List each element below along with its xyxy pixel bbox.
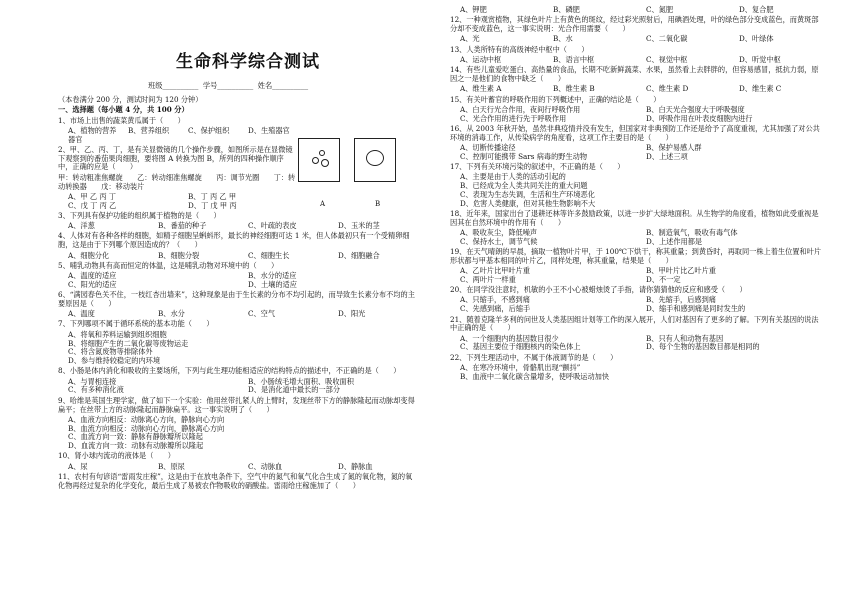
- answer-option[interactable]: D、生殖器官: [248, 125, 290, 135]
- question-text: 18、近年来，国家出台了退耕还林等许多鼓励政策，以进一步扩大绿地面积。从生物学的角度看，植物如此受重视是因其在自然环境中的作用有（ ）: [450, 208, 819, 227]
- answer-option[interactable]: C、有多种消化液: [68, 385, 124, 395]
- answer-option[interactable]: C、戊 丁 丙 乙: [68, 200, 117, 210]
- answer-option[interactable]: A、血液方向相反：动脉离心方向，静脉向心方向: [68, 414, 225, 424]
- question-text: 1、市场上出售的蔬菜黄瓜属于（ ）: [58, 115, 185, 125]
- answer-option[interactable]: A、温度: [68, 309, 95, 319]
- answer-option[interactable]: D、缩手和感到痛是同时发生的: [646, 304, 746, 314]
- answer-option[interactable]: C、两叶片一样重: [460, 274, 516, 284]
- student-info-line: 班级__________ 学号__________ 姓名__________: [148, 81, 309, 90]
- answer-option[interactable]: C、控制可能携带 Sars 病毒的野生动物: [460, 151, 588, 161]
- answer-option[interactable]: A、吸收灰尘，降低噪声: [460, 227, 538, 237]
- answer-option[interactable]: B、制造氧气，吸收有毒气体: [646, 227, 738, 237]
- answer-option[interactable]: D、土壤的适应: [248, 279, 297, 289]
- answer-option[interactable]: D、阳光: [338, 309, 366, 319]
- question-text: 4、人体对有各种各样的细胞，如精子细胞呈蝌蚪形，最长的神经细胞可达 1 米，但人体最初只有一个受精卵细胞，这是由于下列哪个原因造成的？（ ）: [58, 231, 410, 250]
- answer-options: [450, 85, 822, 94]
- answer-option[interactable]: A、光: [460, 34, 480, 44]
- answer-option[interactable]: B、水分的适应: [248, 271, 297, 281]
- answer-options: [450, 267, 822, 285]
- answer-option[interactable]: A、尿: [68, 461, 88, 471]
- answer-options: [450, 35, 822, 44]
- answer-option[interactable]: A、主要是由于人类的活动引起的: [460, 172, 566, 182]
- question-text: 11、农村有句谚语“雷雨发庄稼”，这是由于在放电条件下，空气中的氮气和氧气化合生成了氮的氧化物，氮的氧化物再经过复杂的化学变化，最后生成了易被农作物吸收的硝酸盐。雷雨给庄稼施加了（ ）: [58, 471, 413, 490]
- answer-option[interactable]: D、静脉血: [338, 461, 373, 471]
- answer-option[interactable]: A、植物的营养器官: [68, 125, 117, 144]
- question-item: [58, 397, 418, 451]
- answer-option[interactable]: B、白天光合强度大于呼吸强度: [646, 104, 745, 114]
- answer-option[interactable]: D、是消化道中最长的一部分: [248, 385, 341, 395]
- answer-options: [450, 229, 822, 247]
- answer-option[interactable]: B、水分: [158, 309, 185, 319]
- answer-options: [58, 222, 418, 231]
- answer-option[interactable]: A、一个细胞内的基因数目很少: [460, 333, 559, 343]
- answer-option[interactable]: B、血液中二氧化碳含量增多，使呼吸运动加快: [460, 371, 610, 381]
- answer-option[interactable]: B、细胞分裂: [158, 250, 200, 260]
- answer-option[interactable]: D、细胞融合: [338, 250, 380, 260]
- answer-option[interactable]: A、洋葱: [68, 221, 95, 231]
- question-item: [450, 66, 822, 94]
- answer-option[interactable]: B、只有人和动物有基因: [646, 333, 724, 343]
- question-text: 19、在天气晴朗的早晨，摘取一植物叶片甲，于 100℃下烘干，称其重量；到黄昏时，再取同一株上着生位置和叶片形状都与甲基本相同的叶片乙，同样处理，称其重量，结果是（ ）: [450, 247, 822, 265]
- answer-option[interactable]: B、小肠绒毛增大面积、吸收面积: [248, 376, 354, 386]
- answer-option[interactable]: B、维生素 B: [553, 84, 595, 94]
- answer-option[interactable]: A、运动中枢: [460, 54, 502, 64]
- answer-options: [58, 378, 418, 396]
- question-item: [450, 286, 822, 314]
- question-item: [450, 354, 822, 382]
- answer-options: [450, 335, 822, 353]
- answer-option[interactable]: B、先缩手，后感到痛: [646, 295, 716, 305]
- question-text: 12、一种观赏植物，其绿色叶片上有黄色的斑纹，经过彩光照射后，用碘酒处理，叶的绿色部分变成蓝色，而黄斑部分却不变成蓝色，这一事实说明：光合作用需要（ ）: [450, 15, 819, 34]
- answer-option[interactable]: C、将含氮废物等排除体外: [68, 347, 153, 357]
- question-item: [58, 291, 418, 319]
- question-text: 16、从 2003 年秋开始，虽然非典疫情并没有发生，但国家对非典预防工作还是给予了高度重视，尤其加强了对公共环境的消毒工作，从传染病学的角度看，这项工作主要目的是（ ）: [450, 123, 820, 142]
- question-text: 2、甲、乙、丙、丁，是有关显微镜的几个操作步骤，如图所示是在显微镜下观察到的番茄果肉细胞，要将图 A 转换为图 B，所列的四种操作顺序中，正确的应是（ ）: [58, 144, 293, 172]
- question-text: 5、哺乳动物具有高而恒定的体温，这是哺乳动物对环境中的（ ）: [58, 260, 279, 270]
- figure-label-a: A: [320, 200, 326, 208]
- figure-label-b: B: [375, 200, 381, 208]
- answer-option[interactable]: A、只缩手，不感到痛: [460, 295, 530, 305]
- question-item: [450, 163, 822, 208]
- answer-option[interactable]: D、每个生物的基因数目都是相同的: [646, 342, 760, 352]
- answer-option[interactable]: C、基因主要位于细胞核内的染色体上: [460, 342, 581, 352]
- answer-option[interactable]: D、叶绿体: [739, 34, 774, 44]
- answer-options: [450, 56, 822, 65]
- answer-option[interactable]: A、乙叶片比甲叶片重: [460, 266, 530, 276]
- question-item: [58, 212, 418, 231]
- answer-option[interactable]: D、呼吸作用在叶表皮细胞内进行: [646, 113, 753, 123]
- cell-dot: [319, 150, 325, 156]
- question-text: 7、下列哪项不属于循环系统的基本功能（ ）: [58, 319, 214, 329]
- answer-option[interactable]: A、与胃相连接: [68, 376, 117, 386]
- question-item: [450, 16, 822, 44]
- question-text: 8、小肠是体内消化和吸收的主要场所，下列与此生理功能相适应的结构特点的描述中，不正确的是（ ）: [58, 366, 401, 376]
- answer-option[interactable]: D、危害人类健康，但对其他生物影响不大: [460, 198, 596, 208]
- question-text: 14、有些儿童爱吃蛋白、高热量的食品，长期不吃新鲜蔬菜、水果，虽然看上去胖胖的，但容易感冒，抵抗力弱，原因之一是他们的食物中缺乏（ ）: [450, 65, 819, 83]
- question-text: 13、人类所特有的高级神经中枢中（ ）: [450, 44, 589, 54]
- answer-option[interactable]: D、玉米的茎: [338, 221, 380, 231]
- answer-options: [450, 296, 822, 314]
- answer-option[interactable]: B、水: [553, 34, 573, 44]
- answer-option[interactable]: C、细胞生长: [248, 250, 290, 260]
- answer-option[interactable]: C、保持水土，调节气候: [460, 236, 538, 246]
- question-text: 6、“满园春色关不住，一枝红杏出墙来”，这种现象是由于生长素的分布不均引起的，而导致生长素分布不均的主要原因是（ ）: [58, 290, 415, 308]
- right-questions: [450, 6, 822, 381]
- answer-options: [450, 144, 822, 162]
- answer-option[interactable]: B、原尿: [158, 461, 185, 471]
- question-item: [450, 6, 822, 15]
- answer-option[interactable]: B、丁 丙 乙 甲: [188, 191, 237, 201]
- question-item: [58, 232, 418, 260]
- answer-option[interactable]: D、参与维持较稳定的内环境: [68, 356, 161, 366]
- answer-option[interactable]: D、维生素 C: [739, 84, 782, 94]
- answer-option[interactable]: D、丁 戊 甲 丙: [188, 200, 237, 210]
- question-item: [58, 320, 418, 365]
- answer-option[interactable]: C、叶疏的表皮: [248, 221, 297, 231]
- question-item: [450, 316, 822, 353]
- answer-option[interactable]: C、表现为生态失调，生活和生产环境恶化: [460, 189, 595, 199]
- answer-option[interactable]: D、听觉中枢: [739, 54, 781, 64]
- answer-options: [58, 310, 418, 319]
- answer-option[interactable]: B、番茄的种子: [158, 221, 207, 231]
- answer-option[interactable]: C、视觉中枢: [646, 54, 688, 64]
- answer-option[interactable]: A、在寒冷环境中，骨骼肌出现“颤抖”: [460, 362, 581, 372]
- answer-option[interactable]: C、光合作用的进行先于呼吸作用: [460, 113, 567, 123]
- question-text: 15、有关叶蓄官的呼吸作用的下列概述中，正确的结论是（ ）: [450, 94, 661, 104]
- answer-option[interactable]: C、氮肥: [646, 5, 674, 14]
- question-item: [58, 262, 418, 290]
- figure-a-box: [298, 138, 340, 182]
- microscope-figure: [298, 138, 418, 208]
- question-item: [58, 452, 418, 471]
- answer-option[interactable]: B、已经成为全人类共同关注的重大问题: [460, 181, 588, 191]
- answer-option[interactable]: B、将细胞产生的二氧化碳等废物运走: [68, 338, 189, 348]
- answer-options: [58, 416, 418, 451]
- answer-options: [58, 193, 298, 211]
- answer-option[interactable]: B、语言中枢: [553, 54, 595, 64]
- question-text: 17、下列有关环境污染的叙述中，不正确的是（ ）: [450, 162, 625, 171]
- question-item: [450, 125, 822, 162]
- answer-options: [450, 364, 822, 382]
- exam-note: （本卷满分 200 分，测试时间为 120 分钟）: [58, 95, 203, 104]
- cell-dot: [321, 159, 329, 167]
- answer-option[interactable]: A、将氧和养料运输到组织细胞: [68, 329, 167, 339]
- answer-option[interactable]: B、保护易感人群: [646, 142, 702, 152]
- answer-option[interactable]: A、温度的适应: [68, 271, 117, 281]
- answer-option[interactable]: C、先感到痛，后缩手: [460, 304, 531, 314]
- answer-option[interactable]: A、细胞分化: [68, 250, 110, 260]
- answer-options: [450, 106, 822, 124]
- answer-option[interactable]: A、维生素 A: [460, 84, 502, 94]
- answer-options: [58, 252, 418, 261]
- answer-option[interactable]: D、复合肥: [739, 5, 774, 14]
- answer-option[interactable]: C、二氧化碳: [646, 34, 688, 44]
- question-item: [58, 367, 418, 395]
- section-heading: 一、选择题（每小题 4 分，共 100 分）: [58, 105, 189, 115]
- answer-option[interactable]: C、动脉血: [248, 461, 283, 471]
- question-item: [450, 210, 822, 247]
- question-item: [450, 248, 822, 285]
- question-item: [450, 46, 822, 65]
- answer-options: [58, 127, 298, 145]
- answer-option[interactable]: C、保护组织: [188, 125, 230, 135]
- page-title: 生命科学综合测试: [176, 52, 320, 72]
- right-column: [450, 6, 822, 383]
- answer-option[interactable]: C、空气: [248, 309, 276, 319]
- answer-option[interactable]: D、上述三项: [646, 151, 688, 161]
- answer-option[interactable]: A、甲 乙 丙 丁: [68, 191, 116, 201]
- answer-option[interactable]: A、白天行光合作用，夜间行呼吸作用: [460, 104, 581, 114]
- answer-option[interactable]: B、甲叶片比乙叶片重: [646, 266, 716, 276]
- answer-option[interactable]: C、阳光的适应: [68, 279, 117, 289]
- answer-options: [58, 272, 418, 290]
- answer-option[interactable]: B、营养组织: [128, 125, 170, 135]
- answer-option[interactable]: D、血流方向一致：动脉有动脉瓣所以隆起: [68, 441, 204, 451]
- question-text: 21、随着克隆羊多利的问世及人类基因组计划等工作的深入展开，人们对基因有了更多的了解。下列有关基因的说法中正确的是（ ）: [450, 314, 819, 333]
- answer-option[interactable]: B、磷肥: [553, 5, 580, 14]
- answer-option[interactable]: A、钾肥: [460, 5, 487, 14]
- question-text: 20、在同学没注意时，机敏的小王不小心被蜡烛烫了手指，请你猜猜他的反应和感受（ ）: [450, 285, 747, 295]
- answer-option[interactable]: D、上述作用都是: [646, 236, 703, 246]
- cell-dot: [312, 157, 319, 164]
- question-text: 22、下列生理活动中，不属于体液调节的是（ ）: [450, 352, 618, 362]
- answer-option[interactable]: B、血流方向相反：动脉向心方向，静脉离心方向: [68, 423, 225, 433]
- cell-large: [366, 150, 384, 166]
- answer-option[interactable]: C、维生素 D: [646, 84, 689, 94]
- question-text: 10、肾小球内流动的液体是（ ）: [58, 451, 175, 461]
- question-text: 3、下列具有保护功能的组织属于植物的是（ ）: [58, 210, 221, 220]
- answer-options: [58, 463, 418, 472]
- figure-b-box: [354, 138, 396, 182]
- answer-option[interactable]: D、不一定: [646, 274, 681, 284]
- question-item: [58, 473, 418, 491]
- answer-option[interactable]: A、切断传播途径: [460, 142, 516, 152]
- question-text: 甲：转动粗准焦螺旋 乙：转动细准焦螺旋 丙：调节光圈 丁：转动转换器 戊：移动装片: [58, 172, 296, 191]
- question-item: [450, 96, 822, 124]
- answer-option[interactable]: C、血流方向一致：静脉有静脉瓣所以隆起: [68, 432, 203, 442]
- answer-options: [450, 173, 822, 208]
- answer-options: [450, 6, 822, 15]
- question-text: 9、哈维是英国生理学家，做了如下一个实验：他用丝带扎紧人的上臂时，发现丝带下方的静脉隆起而动脉却变得扁平；在丝带上方的动脉隆起而静脉扁平。这一事实说明了（ ）: [58, 395, 415, 414]
- answer-options: [58, 331, 418, 366]
